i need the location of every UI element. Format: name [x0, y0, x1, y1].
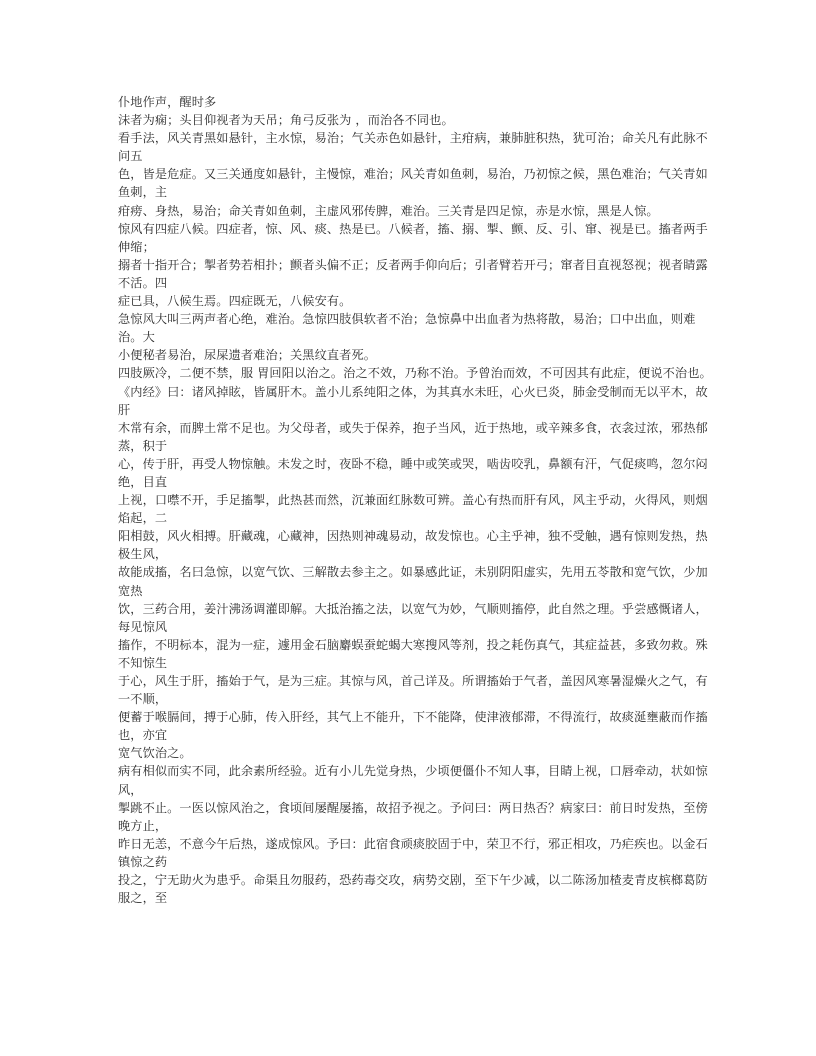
text-line: 疳痨、身热，易治；命关青如鱼刺，主虚风邪传脾，难治。三关青是四足惊，赤是水惊，黑是人惊。	[118, 203, 659, 218]
text-line: 阳相鼓，风火相搏。肝藏魂，心藏神，因热则神魂易动，故发惊也。心主乎神，独不受触，遇有惊则发热，热极生风，	[118, 529, 708, 562]
text-line: 心，传于肝，再受人物惊触。未发之时，夜卧不稳，睡中或笑或哭，啮齿咬乳，鼻额有汗，气促痰鸣，忽尔闷绝，目直	[118, 456, 708, 489]
text-line: 故能成搐，名曰急惊，以宽气饮、三解散去参主之。如暴感此证，未别阴阳虚实，先用五苓散和宽气饮，少加宽热	[118, 565, 708, 598]
text-line: 便蓄于喉膈间，搏于心肺，传入肝经，其气上不能升，下不能降，使津液郁滞，不得流行，故痰涎壅蔽而作搐也，亦宜	[118, 710, 708, 743]
text-line: 《内经》曰：诸风掉眩，皆属肝木。盖小儿系纯阳之体，为其真水未旺，心火已炎，肺金受制而无以平木，故肝	[118, 384, 708, 417]
text-line: 搦者十指开合；掣者势若相扑；颤者头偏不正；反者两手仰向后；引者臂若开弓；窜者目直视怒视；视者睛露不活。四	[118, 257, 708, 290]
text-line: 于心，风生于肝，搐始于气，是为三症。其惊与风，首己详及。所谓搐始于气者，盖因风寒暑湿燥火之气，有一不顺，	[118, 674, 708, 707]
text-line: 宽气饮治之。	[118, 746, 192, 761]
text-line: 掣跳不止。一医以惊风治之，食顷间屡醒屡搐，故招予视之。予问曰：两日热否？病家曰：前日时发热，至傍晚方止，	[118, 800, 708, 833]
text-line: 病有相似而实不同，此余素所经验。近有小儿先觉身热，少顷便僵仆不知人事，目睛上视，口唇牵动，状如惊风，	[118, 764, 708, 797]
text-line: 木常有余，而脾土常不足也。为父母者，或失于保养，抱子当风，近于热地，或辛辣多食，衣衾过浓，邪热郁蒸，积于	[118, 420, 708, 453]
text-line: 四肢厥冷，二便不禁，服 胃回阳以治之。治之不效，乃称不治。予曾治而效，不可因其有此症，便说不治也。	[118, 366, 712, 381]
text-line: 投之，宁无助火为患乎。命渠且勿服药，恐药毒交攻，病势交剧，至下午少减，以二陈汤加楂麦青皮槟榔葛防服之，至	[118, 873, 708, 906]
text-line: 上视，口噤不开，手足搐掣，此热甚而然，沉兼面红脉数可辨。盖心有热而肝有风，风主乎动，火得风，则烟焰起，二	[118, 493, 708, 526]
text-line: 饮，三药合用，姜汁沸汤调灌即解。大抵治搐之法，以宽气为妙，气顺则搐停，此自然之理。乎尝感慨诸人，每见惊风	[118, 601, 708, 634]
document-text-body	[118, 93, 712, 907]
text-line: 急惊风大叫三两声者心绝，难治。急惊四肢俱软者不治；急惊鼻中出血者为热将散，易治；口中出血，则难治。大	[118, 312, 696, 345]
text-line: 症已具，八候生焉。四症既无，八候安有。	[118, 294, 352, 309]
text-line: 看手法，风关青黑如悬针，主水惊，易治；气关赤色如悬针，主疳病，兼肺脏积热，犹可治；命关凡有此脉不问五	[118, 131, 708, 164]
text-line: 昨日无恙，不意今午后热，遂成惊风。予曰：此宿食顽痰胶固于中，荣卫不行，邪正相攻，乃疟疾也。以金石镇惊之药	[118, 836, 708, 869]
text-line: 小便秘者易治，尿屎遗者难治；关黑纹直者死。	[118, 348, 377, 363]
text-line: 色，皆是危症。又三关通度如悬针，主慢惊，难治；风关青如鱼刺，易治，乃初惊之候，黑色难治；气关青如鱼刺，主	[118, 167, 708, 200]
text-line: 仆地作声，醒时多	[118, 95, 217, 109]
text-line: 沫者为痫；头目仰视者为天吊；角弓反张为 ，而治各不同也。	[118, 113, 454, 128]
text-line: 惊风有四症八候。四症者，惊、风、痰、热是已。八候者，搐、搦、掣、颤、反、引、窜、视是已。搐者两手伸缩；	[118, 221, 708, 254]
text-line: 搐作，不明标本，混为一症，遽用金石脑麝蜈蚕蛇蝎大寒搜风等剂，投之耗伤真气，其症益甚，多致勿救。殊不知惊生	[118, 637, 708, 670]
